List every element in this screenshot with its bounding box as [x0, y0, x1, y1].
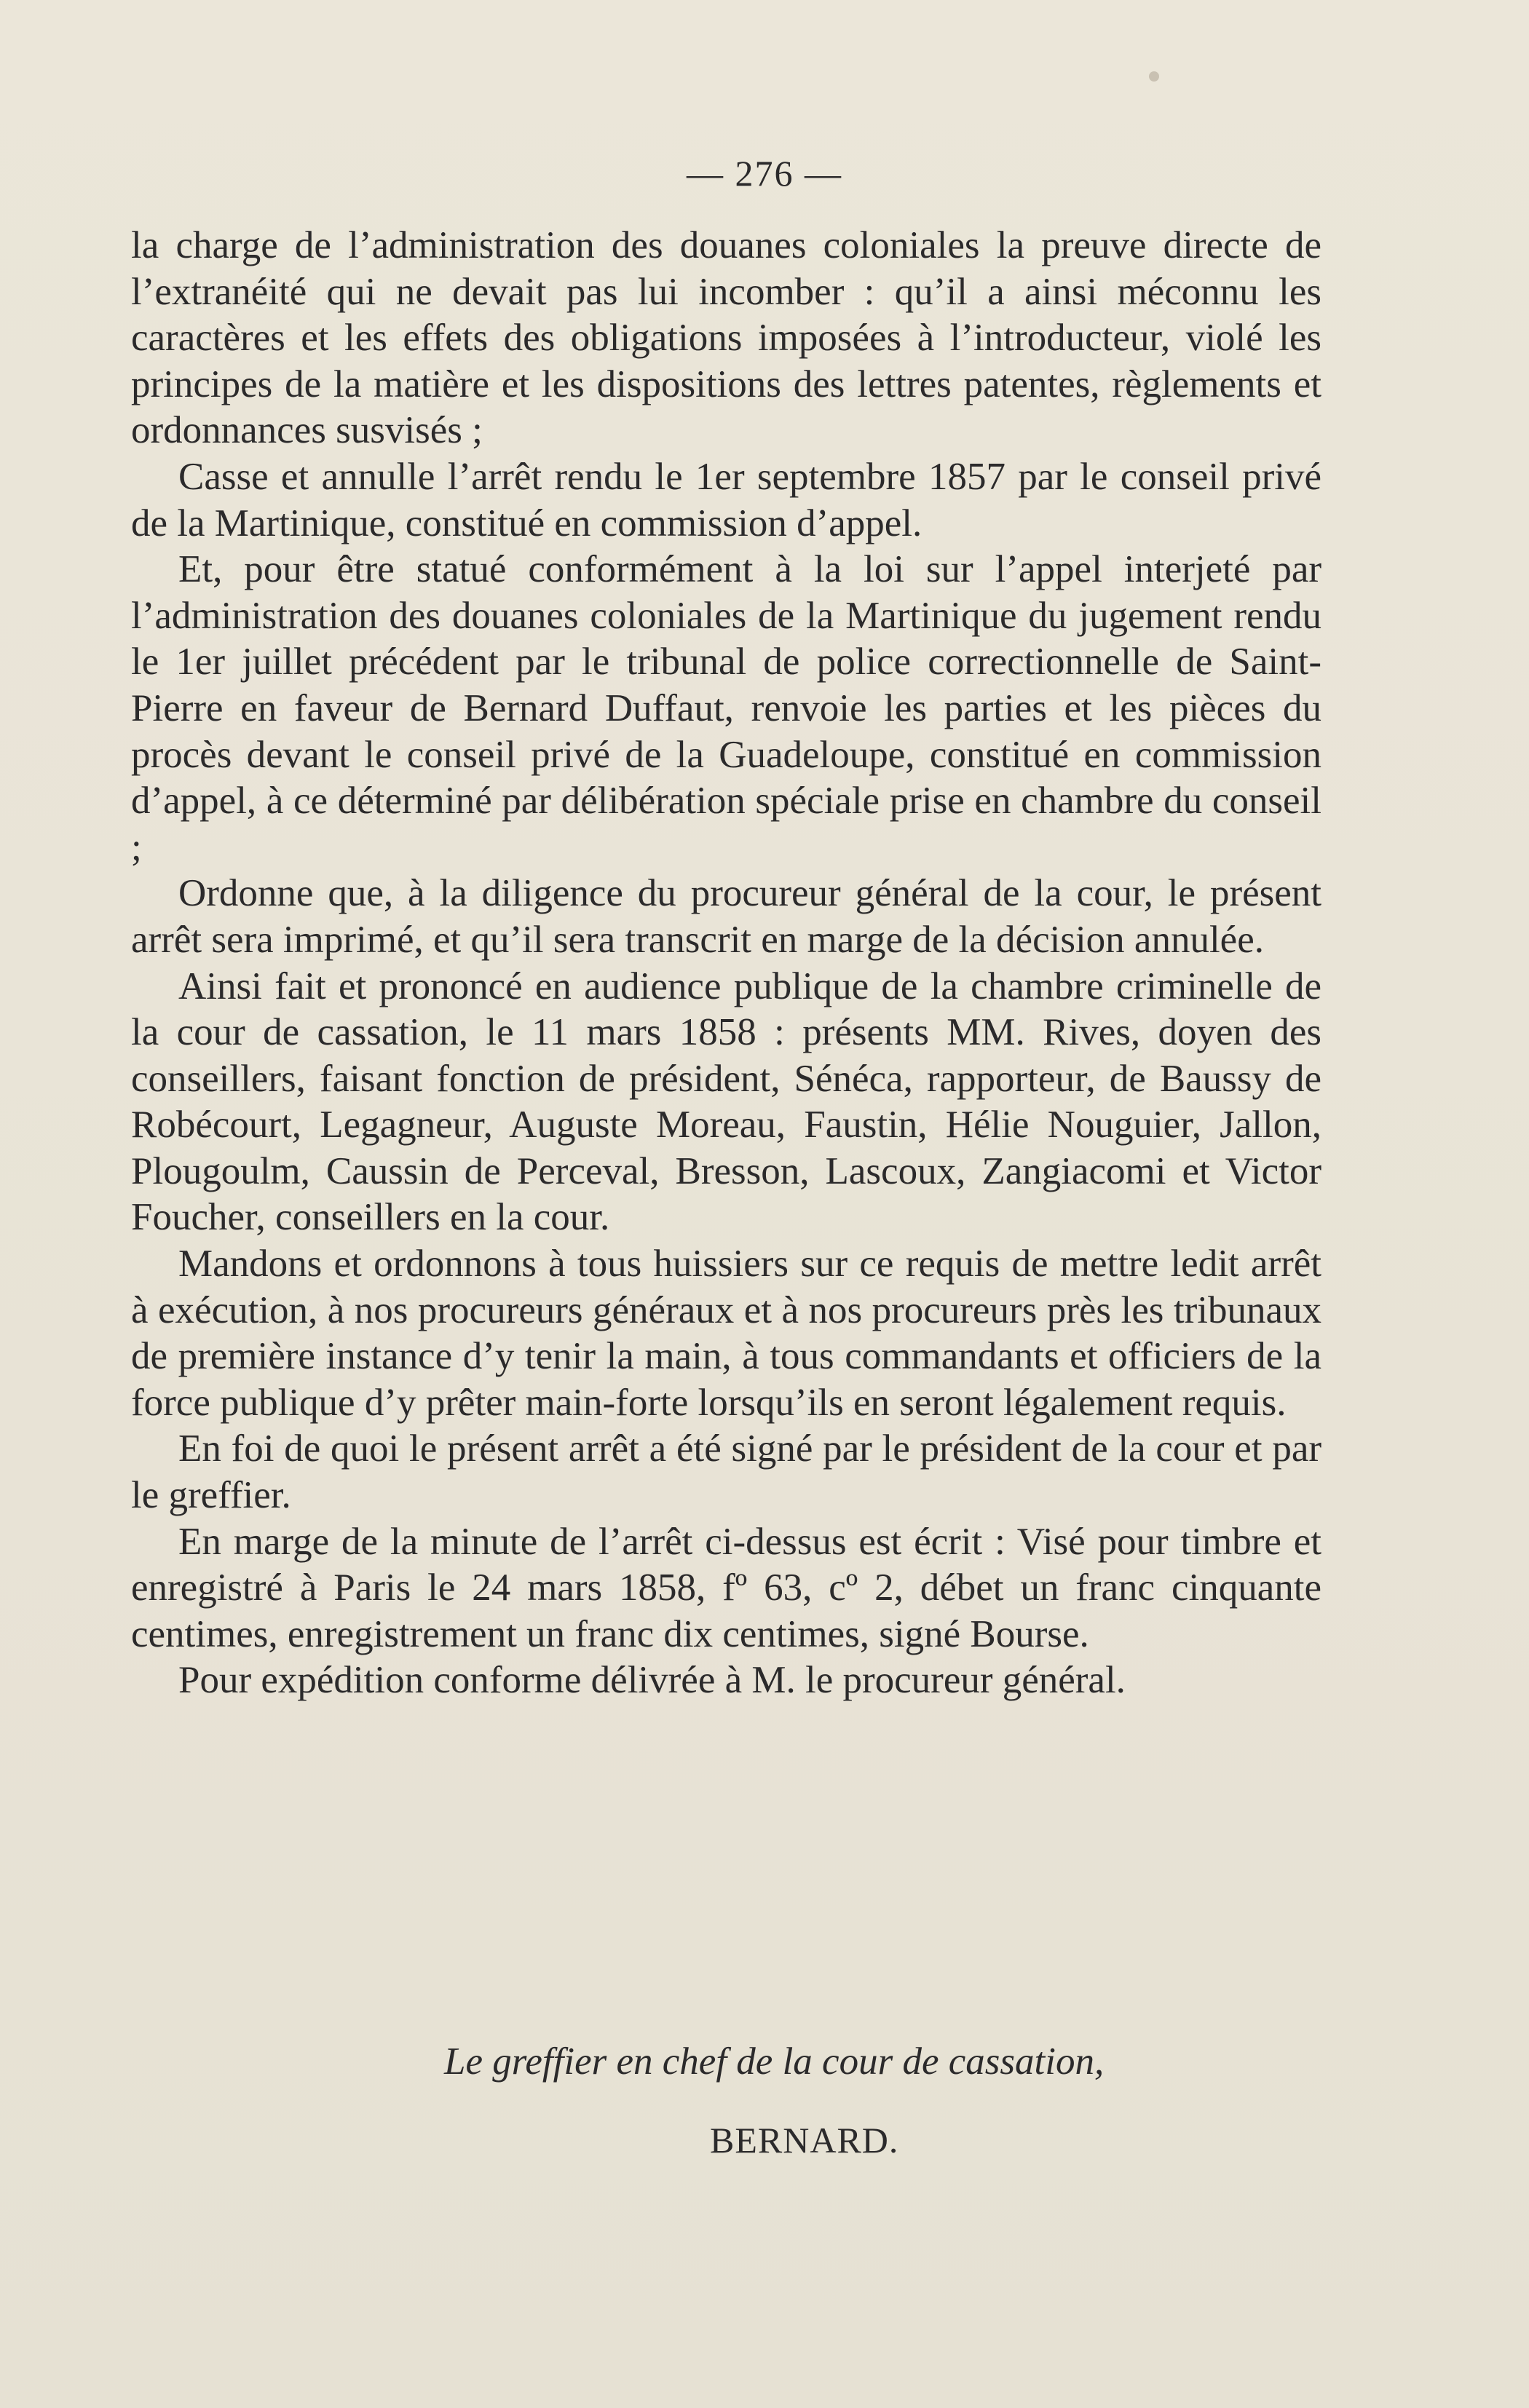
signatory-name: BERNARD. [710, 2120, 899, 2161]
paragraph-hearing-record: Ainsi fait et prononcé en audience publique de la chambre criminelle de la cour de cassation, le 11 mars 1858 : présents MM. Rives, doyen des conseillers, faisant fonction de président, Sénéca, rapporteur, de Baussy de Robécourt, Legagneur, Auguste Moreau, Faustin, Hélie Nouguier, Jallon, Plougoulm, Caussin de Perceval, Bresson, Lascoux, Zangiacomi et Victor Foucher, conseillers en la cour. [131, 965, 1321, 1239]
page-number: — 276 — [687, 153, 842, 194]
paragraph-certified-copy: Pour expédition conforme délivrée à M. le procureur général. [178, 1659, 1126, 1702]
paragraph-publication-order: Ordonne que, à la diligence du procureur général de la cour, le présent arrêt sera imprimé, et qu’il sera transcrit en marge de la décision annulée. [131, 872, 1321, 961]
signatory-title: Le greffier en chef de la cour de cassation, [444, 2040, 1105, 2083]
paragraph-execution-formula: Mandons et ordonnons à tous huissiers sur ce requis de mettre ledit arrêt à exécution, à nos procureurs généraux et à nos procureurs près les tribunaux de première instance d’y tenir la main, à tous commandants et officiers de la force publique d’y prêter main-forte lorsqu’ils en seront légalement requis. [131, 1243, 1321, 1424]
paragraph-referral: Et, pour être statué conformément à la loi sur l’appel interjeté par l’administration des douanes coloniales de la Martinique du jugement rendu le 1er juillet précédent par le tribunal de police correctionnelle de Saint-Pierre en faveur de Bernard Duffaut, renvoie les parties et les pièces du procès devant le conseil privé de la Guadeloupe, constitué en commission d’appel, à ce déterminé par délibération spéciale prise en chambre du conseil ; [131, 548, 1321, 868]
paragraph-grounds-conclusion: la charge de l’administration des douanes coloniales la preuve directe de l’extranéité qui ne devait pas lui incomber : qu’il a ainsi méconnu les caractères et les effets des obligations imposées à l’introducteur, violé les principes de la matière et les dispositions des lettres patentes, règlements et ordonnances susvisés ; [131, 224, 1321, 452]
body-text [131, 223, 1321, 1704]
paragraph-registration-note: En marge de la minute de l’arrêt ci-dessus est écrit : Visé pour timbre et enregistré à Paris le 24 mars 1858, fº 63, cº 2, débet un franc cinquante centimes, enregistrement un franc dix centimes, signé Bourse. [131, 1520, 1321, 1655]
paper-speck [1149, 71, 1159, 82]
paragraph-attestation: En foi de quoi le présent arrêt a été signé par le président de la cour et par le greffier. [131, 1427, 1321, 1517]
paragraph-annulment: Casse et annulle l’arrêt rendu le 1er septembre 1857 par le conseil privé de la Martinique, constitué en commission d’appel. [131, 455, 1321, 544]
